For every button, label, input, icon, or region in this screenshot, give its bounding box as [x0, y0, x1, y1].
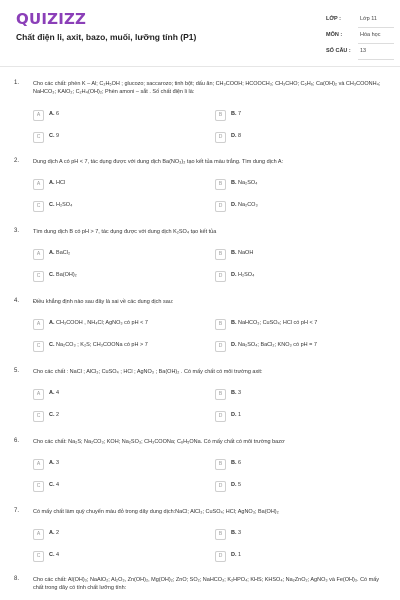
option-box: A: [33, 389, 44, 400]
option-box: D: [215, 551, 226, 562]
option-a[interactable]: A A. 6: [33, 110, 183, 122]
option-box: C: [33, 551, 44, 562]
option-box: D: [215, 132, 226, 143]
option-d[interactable]: D D. H₂SO₄: [215, 271, 365, 283]
option-a[interactable]: A A. BaCl₂: [33, 249, 183, 261]
option-b[interactable]: B B. 7: [215, 110, 365, 122]
question-text: Cho các chất: phèn K – Al; C₂H₅OH ; glucozo; saccarozo; tinh bột; dấu ăn; CH₃COOH; HCOOCH₃; CH₃CHO; C₆H₆; Ca(OH)₂ và CH₃COONH₄; NaHCO₃; KAlO₂; C₂H₄(OH)₂; Phèn amoni – sắt . Số chất điện li là:: [33, 81, 381, 95]
option-a[interactable]: A A. 2: [33, 529, 183, 541]
option-box: C: [33, 481, 44, 492]
option-box: B: [215, 179, 226, 190]
option-b[interactable]: B B. 3: [215, 389, 365, 401]
meta-count-key: SỐ CÂU :: [326, 48, 351, 54]
header: [0, 0, 400, 67]
option-box: A: [33, 319, 44, 330]
question-number: 3.: [14, 228, 20, 234]
question-number: 6.: [14, 438, 20, 444]
meta-subject: [326, 30, 400, 42]
option-box: A: [33, 179, 44, 190]
option-box: B: [215, 319, 226, 330]
question-number: 1.: [14, 80, 20, 86]
option-b[interactable]: B B. NaHCO₃; CuSO₄; HCl có pH < 7: [215, 319, 365, 331]
question-number: 8.: [14, 576, 20, 582]
option-box: C: [33, 341, 44, 352]
question-number: 5.: [14, 368, 20, 374]
option-box: A: [33, 459, 44, 470]
meta-subject-value: Hóa học: [360, 32, 381, 38]
question-text: Dung dịch A có pH < 7, tác dụng được với dung dịch Ba(NO₃)₂ tạo kết tủa màu trắng. Tìm dung dịch A:: [33, 159, 284, 165]
option-d[interactable]: D D. Na₂SO₄; BaCl₂; KNO₃ có pH = 7: [215, 341, 365, 353]
option-box: B: [215, 529, 226, 540]
option-d[interactable]: D D. 5: [215, 481, 365, 493]
option-c[interactable]: C C. 4: [33, 551, 183, 563]
option-box: B: [215, 249, 226, 260]
option-box: C: [33, 271, 44, 282]
question-number: 7.: [14, 508, 20, 514]
option-box: A: [33, 110, 44, 121]
option-box: A: [33, 529, 44, 540]
option-b[interactable]: B B. NaOH: [215, 249, 365, 261]
option-box: C: [33, 411, 44, 422]
option-box: C: [33, 132, 44, 143]
option-b[interactable]: B B. 3: [215, 529, 365, 541]
option-c[interactable]: C C. H₂SO₄: [33, 201, 183, 213]
option-d[interactable]: D D. Na₂CO₃: [215, 201, 365, 213]
question-number: 4.: [14, 298, 20, 304]
option-d[interactable]: D D. 8: [215, 132, 365, 144]
meta-class: [326, 14, 400, 26]
option-b[interactable]: B B. Na₂SO₄: [215, 179, 365, 191]
option-a[interactable]: A A. 4: [33, 389, 183, 401]
meta-count-value: 13: [360, 48, 367, 54]
option-box: B: [215, 389, 226, 400]
option-box: D: [215, 481, 226, 492]
meta-class-key: LỚP :: [326, 16, 341, 22]
option-c[interactable]: C C. Ba(OH)₂: [33, 271, 183, 283]
meta-class-value: Lớp 11: [360, 16, 377, 22]
question-text: Cho các chất: Al(OH)₃; NaAlO₂; Al₂O₃, Zn(OH)₂, Mg(OH)₂; ZnO; SO₂; NaHCO₃; K₂HPO₄; KHS; KHSO₄; Na₂ZnO₂; AgNO₃ và Fe(OH)₃. Có mấy chất trong dãy có tính chất lưỡng tính:: [33, 577, 380, 591]
option-a[interactable]: A A. CH₃COOH , NH₄Cl; AgNO₃ có pH < 7: [33, 319, 183, 331]
option-c[interactable]: C C. 4: [33, 481, 183, 493]
option-d[interactable]: D D. 1: [215, 411, 365, 423]
question-text: Cho các chất : NaCl ; AlCl₃; CuSO₄ ; HCl ; AgNO₃ ; Ba(OH)₂ . Có mấy chất có môi trường axit:: [33, 369, 263, 375]
question-text: Cho các chất: Na₂S; Na₂CO₃; KOH; Na₂SO₃; CH₃COONa; C₆H₅ONa. Có mấy chất có môi trường bazơ: [33, 439, 285, 445]
option-d[interactable]: D D. 1: [215, 551, 365, 563]
option-a[interactable]: A A. 3: [33, 459, 183, 471]
question-number: 2.: [14, 158, 20, 164]
page-title: Chất điện li, axit, bazo, muối, lưỡng tính (P1): [16, 32, 197, 42]
option-box: B: [215, 110, 226, 121]
question-text: Tìm dung dịch B có pH > 7, tác dụng được với dung dịch K₂SO₄ tạo kết tủa: [33, 229, 217, 235]
option-c[interactable]: C C. 2: [33, 411, 183, 423]
quizizz-logo: QUIZIZZ: [16, 10, 87, 28]
option-box: C: [33, 201, 44, 212]
option-c[interactable]: C C. 9: [33, 132, 183, 144]
option-box: D: [215, 201, 226, 212]
meta-count: [326, 46, 400, 58]
option-box: A: [33, 249, 44, 260]
question-text: Có mấy chất làm quỳ chuyển màu đỏ trong dãy dung dịch:NaCl; AlCl₃; CuSO₄; HCl; AgNO₃; Ba(OH)₂: [33, 509, 279, 515]
question-text: Điều khẳng định nào sau đây là sai về các dung dịch sau:: [33, 299, 174, 305]
option-box: B: [215, 459, 226, 470]
option-a[interactable]: A A. HCl: [33, 179, 183, 191]
option-box: D: [215, 341, 226, 352]
option-box: D: [215, 411, 226, 422]
meta-subject-key: MÔN :: [326, 32, 343, 38]
option-b[interactable]: B B. 6: [215, 459, 365, 471]
option-c[interactable]: C C. Na₂CO₃ ; K₂S; CH₃COONa có pH > 7: [33, 341, 183, 353]
option-box: D: [215, 271, 226, 282]
